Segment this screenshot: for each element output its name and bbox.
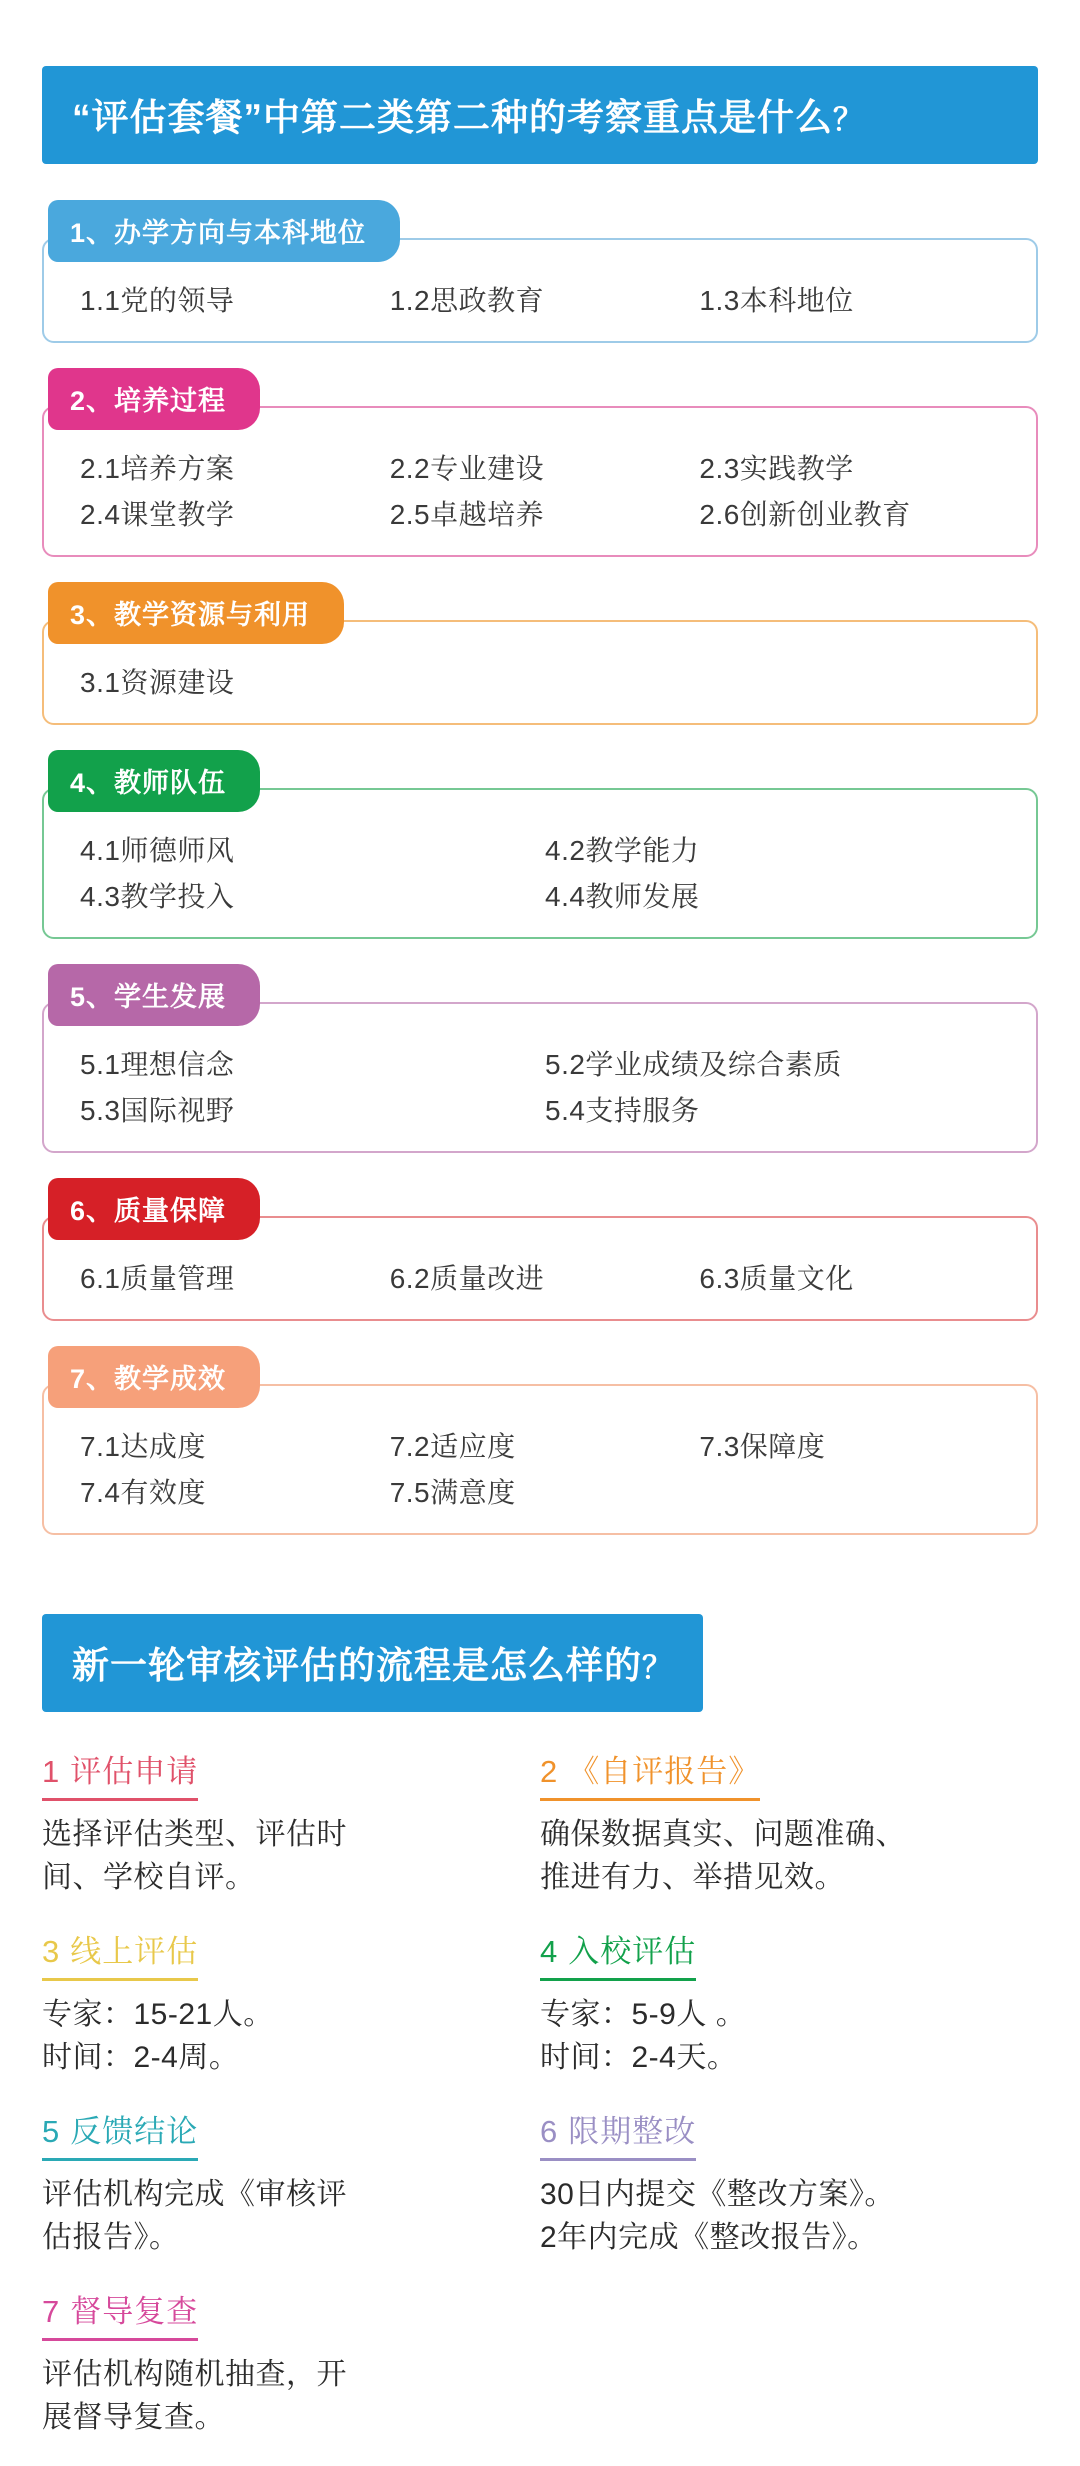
process-step-title bbox=[540, 1926, 696, 1981]
process-step-label: 入校评估 bbox=[568, 1933, 697, 1969]
process-step-title bbox=[42, 1926, 198, 1981]
process-step-title bbox=[42, 1746, 198, 1801]
process-step-number: 7 bbox=[42, 2293, 61, 2329]
category-list bbox=[42, 200, 1038, 1535]
process-step-line: 推进有力、举措见效。 bbox=[540, 1861, 845, 1895]
process-step-label: 督导复查 bbox=[70, 2293, 199, 2329]
process-step-number: 1 bbox=[42, 1753, 61, 1789]
category-block bbox=[42, 964, 1038, 1153]
category-item: 4.3教学投入 bbox=[80, 880, 235, 912]
process-step-line: 时间：2-4周。 bbox=[42, 2041, 240, 2075]
category-block bbox=[42, 1178, 1038, 1321]
section-1-banner-text: “评估套餐”中第二类第二种的考察重点是什么 bbox=[72, 97, 833, 138]
category-item: 4.1师德师风 bbox=[80, 835, 235, 867]
process-step-line: 专家：5-9人 。 bbox=[540, 1997, 747, 2031]
process-step-number: 3 bbox=[42, 1933, 61, 1969]
process-step-line: 时间：2-4天。 bbox=[540, 2041, 738, 2075]
section-2-banner-question-mark: ？ bbox=[642, 1651, 673, 1685]
category-title: 2、培养过程 bbox=[48, 368, 260, 430]
process-step-label: 线上评估 bbox=[70, 1933, 199, 1969]
process-step-label: 《自评报告》 bbox=[568, 1753, 761, 1789]
process-step bbox=[42, 2286, 540, 2440]
process-step-line: 2年内完成《整改报告》。 bbox=[540, 2221, 878, 2255]
category-item: 7.5满意度 bbox=[389, 1476, 516, 1508]
category-title: 7、教学成效 bbox=[48, 1346, 260, 1408]
infographic-page bbox=[0, 66, 1080, 2466]
process-step-body bbox=[540, 1813, 1014, 1900]
section-1-banner-question-mark: ？ bbox=[833, 104, 864, 137]
section-2-banner-text: 新一轮审核评估的流程是怎么样的 bbox=[72, 1644, 642, 1686]
category-item: 1.3本科地位 bbox=[699, 285, 854, 316]
process-step-body bbox=[42, 2173, 516, 2260]
category-item: 7.4有效度 bbox=[80, 1476, 206, 1508]
process-step bbox=[42, 1926, 540, 2080]
category-item: 1.1党的领导 bbox=[80, 285, 235, 316]
process-step-title bbox=[42, 2106, 198, 2161]
process-step-line: 间、学校自评。 bbox=[42, 1861, 256, 1895]
process-step-line: 估报告》。 bbox=[42, 2221, 180, 2255]
category-item: 5.1理想信念 bbox=[80, 1049, 235, 1081]
category-block bbox=[42, 368, 1038, 557]
process-step-line: 评估机构完成《审核评 bbox=[42, 2177, 347, 2211]
process-step-title bbox=[540, 1746, 760, 1801]
process-step bbox=[540, 1926, 1038, 2080]
process-step-label: 限期整改 bbox=[568, 2113, 697, 2149]
category-item: 2.4课堂教学 bbox=[80, 498, 235, 530]
category-item: 6.2质量改进 bbox=[389, 1262, 545, 1294]
process-step bbox=[540, 2106, 1038, 2260]
category-title: 1、办学方向与本科地位 bbox=[48, 200, 400, 262]
process-step-number: 6 bbox=[540, 2113, 559, 2149]
category-item: 5.2学业成绩及综合素质 bbox=[545, 1049, 842, 1081]
process-step-line: 确保数据真实、问题准确、 bbox=[540, 1817, 906, 1851]
category-item: 1.2思政教育 bbox=[389, 285, 545, 316]
process-step-body bbox=[540, 1993, 1014, 2080]
category-item: 7.1达成度 bbox=[80, 1431, 206, 1463]
process-step bbox=[42, 2106, 540, 2260]
process-step-line: 30日内提交《整改方案》。 bbox=[540, 2177, 895, 2211]
process-step-body bbox=[42, 1813, 516, 1900]
category-block bbox=[42, 1346, 1038, 1535]
category-item: 5.3国际视野 bbox=[80, 1094, 235, 1126]
category-item: 2.3实践教学 bbox=[699, 453, 854, 485]
category-title: 3、教学资源与利用 bbox=[48, 582, 344, 644]
category-title: 6、质量保障 bbox=[48, 1178, 260, 1240]
section-2-banner bbox=[42, 1614, 703, 1712]
process-step-number: 4 bbox=[540, 1933, 559, 1969]
section-1-banner bbox=[42, 66, 1038, 164]
category-block bbox=[42, 582, 1038, 725]
category-item: 7.2适应度 bbox=[389, 1431, 516, 1463]
category-item: 2.2专业建设 bbox=[389, 453, 545, 485]
category-item: 2.5卓越培养 bbox=[389, 498, 545, 530]
process-step-list bbox=[42, 1746, 1038, 2466]
process-step-body bbox=[540, 2173, 1014, 2260]
category-block bbox=[42, 200, 1038, 343]
category-item: 3.1资源建设 bbox=[80, 667, 235, 699]
category-title: 4、教师队伍 bbox=[48, 750, 260, 812]
process-step-number: 5 bbox=[42, 2113, 61, 2149]
process-step bbox=[42, 1746, 540, 1900]
process-step-line: 展督导复查。 bbox=[42, 2401, 225, 2435]
category-title: 5、学生发展 bbox=[48, 964, 260, 1026]
process-step-body bbox=[42, 2353, 516, 2440]
category-item: 6.3质量文化 bbox=[699, 1262, 854, 1294]
category-item: 6.1质量管理 bbox=[80, 1262, 235, 1294]
category-item: 4.4教师发展 bbox=[545, 880, 700, 912]
category-item: 2.6创新创业教育 bbox=[699, 498, 911, 530]
category-block bbox=[42, 750, 1038, 939]
process-step-title bbox=[42, 2286, 198, 2341]
process-step-body bbox=[42, 1993, 516, 2080]
category-item: 5.4支持服务 bbox=[545, 1094, 700, 1126]
category-item: 4.2教学能力 bbox=[545, 835, 700, 867]
category-item: 7.3保障度 bbox=[699, 1431, 826, 1463]
process-step-line: 专家：15-21人。 bbox=[42, 1997, 274, 2031]
process-step-label: 评估申请 bbox=[70, 1753, 199, 1789]
process-step bbox=[540, 1746, 1038, 1900]
process-step-label: 反馈结论 bbox=[70, 2113, 199, 2149]
process-step-line: 评估机构随机抽查，开 bbox=[42, 2357, 347, 2391]
process-step-title bbox=[540, 2106, 696, 2161]
process-step-line: 选择评估类型、评估时 bbox=[42, 1817, 347, 1851]
category-item: 2.1培养方案 bbox=[80, 453, 235, 485]
process-step-number: 2 bbox=[540, 1753, 559, 1789]
